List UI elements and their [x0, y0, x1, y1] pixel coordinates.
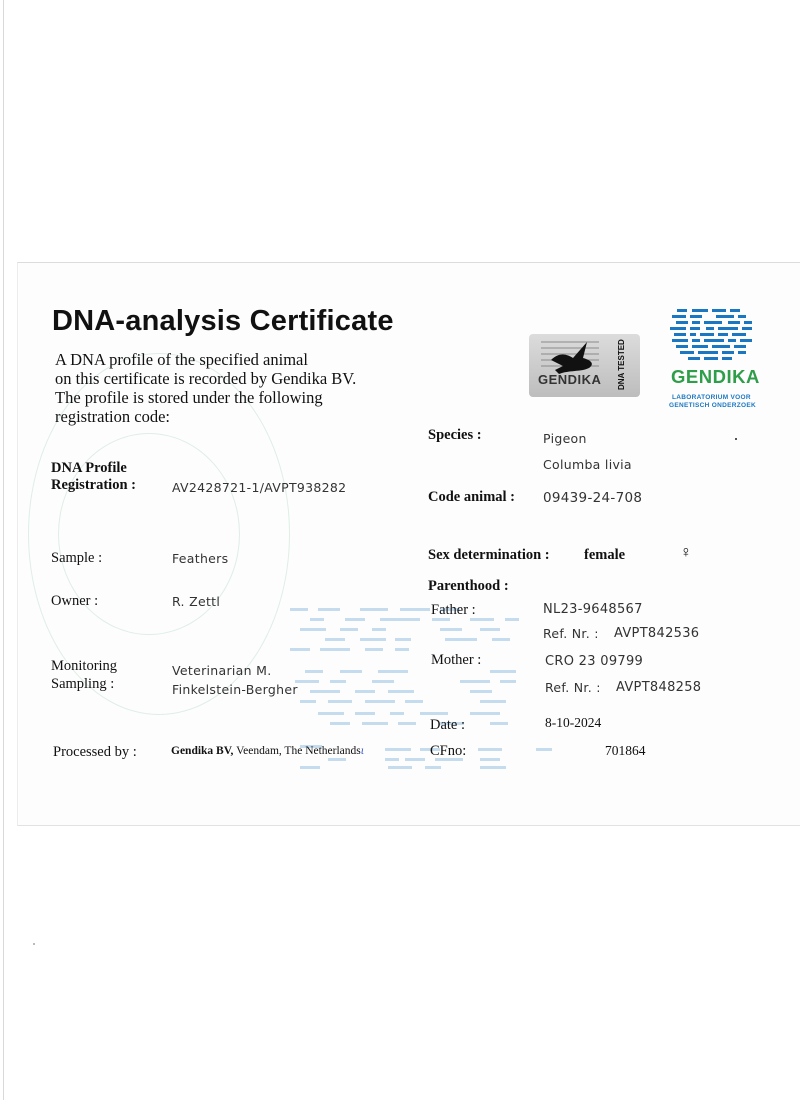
- intro-line: The profile is stored under the following: [55, 388, 323, 407]
- parenthood-label: Parenthood :: [428, 578, 509, 594]
- species-label: Species :: [428, 427, 482, 443]
- registration-label-line1: DNA Profile: [51, 460, 127, 476]
- owner-label: Owner :: [51, 593, 99, 609]
- mother-label: Mother :: [431, 652, 482, 668]
- species-latin: Columba livia: [543, 457, 632, 472]
- species-common: Pigeon: [543, 431, 587, 446]
- lab-line: GENETISCH ONDERZOEK: [669, 402, 756, 409]
- registration-label-line2: Registration :: [51, 477, 136, 493]
- speck: [735, 438, 737, 440]
- sex-determination-label: Sex determination :: [428, 547, 550, 563]
- processed-company: Gendika BV,: [171, 745, 234, 757]
- monitoring-value-line1: Veterinarian M.: [172, 663, 272, 678]
- intro-text: [55, 350, 375, 426]
- intro-line: A DNA profile of the specified animal: [55, 350, 308, 369]
- monitoring-label-line2: Sampling :: [51, 676, 115, 692]
- pen-mark: ι: [360, 745, 364, 757]
- processed-place: Veendam, The Netherlands: [233, 745, 361, 757]
- processed-value: [171, 745, 364, 757]
- lab-line: LABORATORIUM VOOR: [672, 394, 751, 401]
- mother-ref-label: Ref. Nr. :: [545, 680, 601, 695]
- female-symbol-icon: ♀: [680, 544, 692, 561]
- father-ref-label: Ref. Nr. :: [543, 626, 599, 641]
- dna-tested-badge: GENDIKA DNA TESTED: [529, 334, 640, 397]
- badge-word: GENDIKA: [538, 372, 602, 387]
- father-label: Father :: [431, 602, 476, 618]
- date-value: 8-10-2024: [545, 715, 602, 730]
- code-animal-value: 09439-24-708: [543, 490, 643, 506]
- code-animal-label: Code animal :: [428, 489, 515, 505]
- certificate-title: DNA-analysis Certificate: [52, 305, 394, 337]
- scan-edge: [3, 0, 4, 1100]
- monitoring-label-line1: Monitoring: [51, 658, 118, 674]
- date-label: Date :: [430, 717, 466, 733]
- intro-line: registration code:: [55, 407, 171, 426]
- processed-label: Processed by :: [53, 744, 137, 760]
- cfno-label: CFno:: [430, 743, 467, 759]
- speck: [33, 943, 35, 945]
- mother-ref-value: AVPT848258: [616, 680, 702, 695]
- sample-label: Sample :: [51, 550, 103, 566]
- registration-value: AV2428721-1/AVPT938282: [172, 480, 347, 495]
- father-ref-value: AVPT842536: [614, 626, 700, 641]
- owner-value: R. Zettl: [172, 594, 221, 609]
- sample-value: Feathers: [172, 551, 229, 566]
- monitoring-value-line2: Finkelstein-Bergher: [172, 682, 298, 697]
- sex-value: female: [584, 547, 626, 563]
- gendika-brand: GENDIKA: [671, 366, 760, 387]
- father-value: NL23-9648567: [543, 602, 643, 617]
- cfno-value: 701864: [605, 743, 646, 758]
- intro-line: on this certificate is recorded by Gendika BV.: [55, 369, 357, 388]
- mother-value: CRO 23 09799: [545, 654, 644, 669]
